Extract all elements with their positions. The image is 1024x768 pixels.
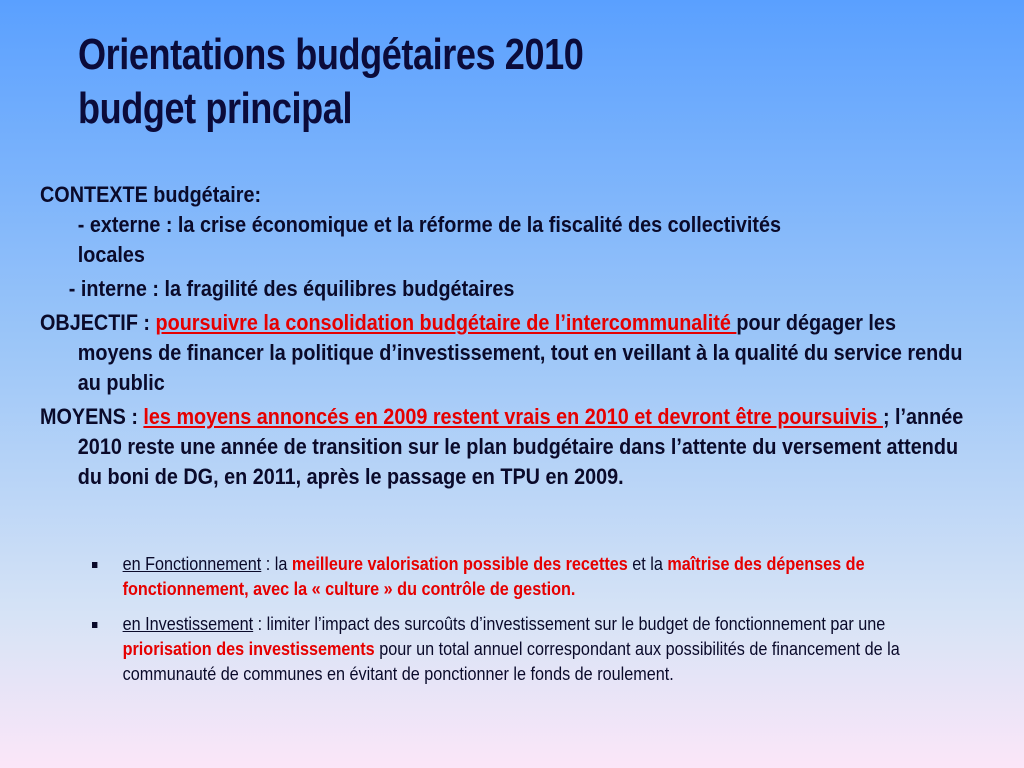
title-line-1: Orientations budgétaires 2010 [78,30,584,79]
moyens-paragraph [40,402,976,492]
moyens-highlight: les moyens annoncés en 2009 restent vrais en 2010 et devront être poursuivis [143,404,883,429]
slide-title [78,28,816,136]
square-bullet-icon [92,562,97,568]
title-line-2: budget principal [78,84,353,133]
contexte-externe-line2: locales [77,242,145,267]
objectif-label: OBJECTIF : [40,310,156,335]
fonctionnement-mid: et la [627,554,668,574]
bullet-investissement [92,612,956,687]
investissement-label: en Investissement [122,614,254,634]
bullet-list [92,552,956,697]
contexte-label: CONTEXTE budgétaire: [40,182,262,207]
objectif-paragraph [40,308,976,398]
slide-body [40,180,976,492]
contexte-interne: - interne : la fragilité des équilibres budgétaires [68,276,515,301]
investissement-text1: : limiter l’impact des surcoûts d’investissement sur le budget de fonctionnement par une [253,614,886,634]
moyens-label: MOYENS : [40,404,144,429]
objectif-rest: pour dégager les moyens de financer la politique d’investissement, tout en veillant à la qualité du service rendu au public [77,310,963,395]
contexte-externe-line1: - externe : la crise économique et la réforme de la fiscalité des collectivités [77,212,781,237]
bullet-fonctionnement [92,552,956,602]
fonctionnement-bold2: maîtrise des dépenses de fonctionnement, avec la « culture » du contrôle de gestion. [122,554,865,599]
objectif-highlight: poursuivre la consolidation budgétaire de l’intercommunalité [155,310,737,335]
investissement-text2: pour un total annuel correspondant aux possibilités de financement de la communauté de communes en évitant de ponctionner le fonds de roulement. [122,639,900,684]
investissement-bold: priorisation des investissements [122,639,375,659]
fonctionnement-sep: : la [261,554,292,574]
square-bullet-icon [92,622,97,628]
fonctionnement-bold1: meilleure valorisation possible des recettes [291,554,628,574]
moyens-rest: ; l’année 2010 reste une année de transition sur le plan budgétaire dans l’attente du versement attendu du boni de DG, en 2011, après le passage en TPU en 2009. [77,404,964,489]
fonctionnement-label: en Fonctionnement [122,554,262,574]
